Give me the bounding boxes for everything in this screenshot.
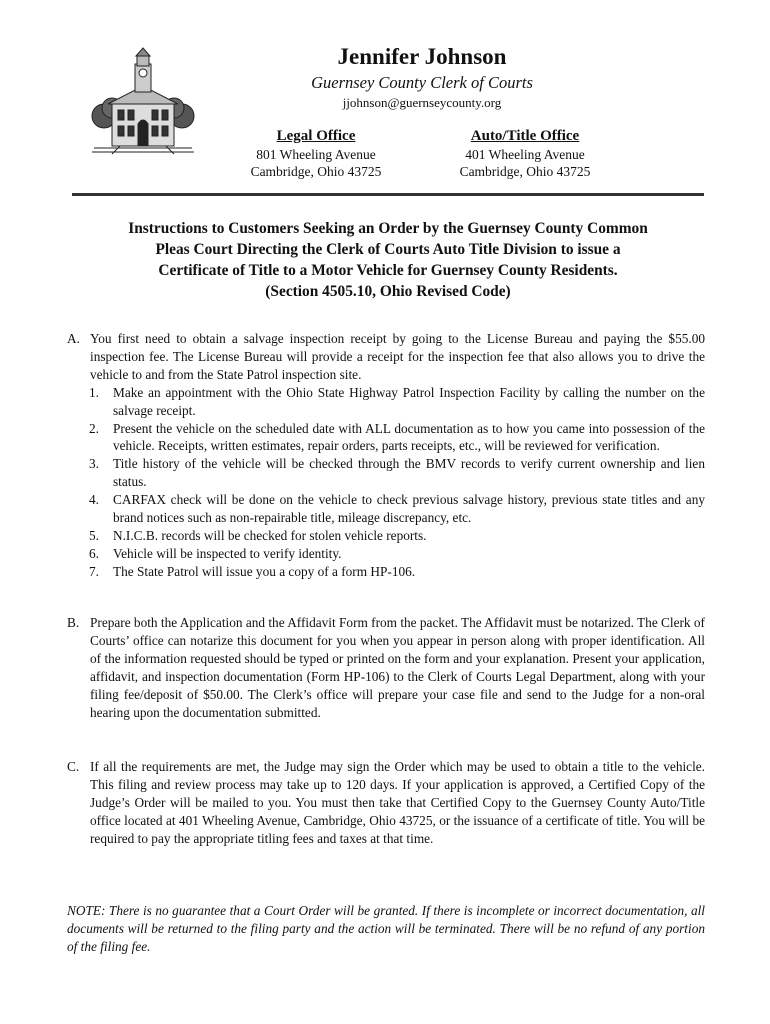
legal-office-address2: Cambridge, Ohio 43725 [250, 164, 382, 179]
legal-office-block [216, 126, 416, 180]
section-text: If all the requirements are met, the Judge may sign the Order which may be used to obtain a title to the vehicle. This filing and review process may take up to 120 days. If your application is approved, a Certified Copy of the Judge’s Order will be mailed to you. You must then take that Certified Copy to the Guernsey County Auto/Title office located at 401 Wheeling Avenue, Cambridge, Ohio 43725, or the issuance of a certificate of title. You will be required to pay the appropriate titling fees and taxes at that time. [90, 759, 705, 846]
steps-list [67, 384, 705, 581]
auto-office-address1: 401 Wheeling Avenue [465, 147, 585, 162]
courthouse-logo [90, 46, 196, 156]
section-b [67, 614, 705, 721]
item-text: Vehicle will be inspected to verify identity. [113, 545, 342, 561]
item-number: 6. [89, 545, 99, 561]
section-letter: B. [67, 615, 80, 630]
item-text: Make an appointment with the Ohio State Highway Patrol Inspection Facility by calling the number on the salvage receipt. [113, 384, 705, 418]
list-item [89, 491, 705, 527]
section-letter: A. [67, 331, 80, 346]
title-line: (Section 4505.10, Ohio Revised Code) [265, 283, 511, 300]
header-divider [72, 193, 704, 196]
clerk-email: jjohnson@guernseycounty.org [342, 95, 502, 110]
section-letter: C. [67, 759, 80, 774]
legal-office-title: Legal Office [276, 128, 356, 144]
legal-office-address1: 801 Wheeling Avenue [256, 147, 376, 162]
list-item [89, 545, 705, 563]
item-text: Title history of the vehicle will be checked through the BMV records to verify current ownership and lien status. [113, 456, 705, 490]
list-item [89, 384, 705, 420]
item-number: 2. [89, 420, 99, 436]
item-number: 3. [89, 456, 99, 472]
auto-office-block [425, 126, 625, 180]
list-item [89, 455, 705, 491]
list-item [89, 420, 705, 456]
clerk-name: Jennifer Johnson [337, 44, 507, 69]
section-a [67, 330, 705, 581]
clerk-subtitle: Guernsey County Clerk of Courts [311, 73, 533, 92]
title-line: Pleas Court Directing the Clerk of Courts Auto Title Division to issue a [155, 241, 621, 258]
item-number: 1. [89, 384, 99, 400]
item-text: The State Patrol will issue you a copy of a form HP-106. [113, 563, 416, 579]
section-text: You first need to obtain a salvage inspection receipt by going to the License Bureau and paying the $55.00 inspection fee. The License Bureau will provide a receipt for the inspection fee that also allows you to drive the vehicle to and from the State Patrol inspection site. [90, 331, 705, 382]
item-text: N.I.C.B. records will be checked for stolen vehicle reports. [113, 527, 427, 543]
disclaimer-note: NOTE: There is no guarantee that a Court Order will be granted. If there is incomplete or incorrect documentation, all documents will be returned to the filing party and the action will be terminated. There will be no refund of any portion of the filing fee. [67, 903, 705, 954]
item-text: Present the vehicle on the scheduled date with ALL documentation as to how you came into possession of the vehicle. Receipts, written estimates, repair orders, parts receipts, etc., will be reviewed for verification. [113, 420, 705, 454]
item-text: CARFAX check will be done on the vehicle to check previous salvage history, previous state titles and any brand notices such as non-repairable title, mileage discrepancy, etc. [113, 492, 705, 526]
section-text: Prepare both the Application and the Affidavit Form from the packet. The Affidavit must be notarized. The Clerk of Courts’ office can notarize this document for you when you appear in person along with proper identification. All of the information requested should be typed or printed on the form and your explanation. Present your application, affidavit, and inspection documentation (Form HP-106) to the Clerk of Courts Legal Department, along with your filing fee/deposit of $50.00. The Clerk’s office will prepare your case file and send to the Judge for a non-oral hearing upon the documentation submitted. [90, 615, 705, 720]
item-number: 5. [89, 527, 99, 543]
list-item [89, 527, 705, 545]
item-number: 4. [89, 492, 99, 508]
list-item [89, 563, 705, 581]
auto-office-address2: Cambridge, Ohio 43725 [459, 164, 591, 179]
instructions-title [72, 218, 704, 302]
title-line: Certificate of Title to a Motor Vehicle for Guernsey County Residents. [158, 262, 618, 279]
auto-office-title: Auto/Title Office [470, 128, 580, 144]
section-c [67, 758, 705, 848]
title-line: Instructions to Customers Seeking an Order by the Guernsey County Common [128, 220, 648, 237]
item-number: 7. [89, 563, 99, 579]
